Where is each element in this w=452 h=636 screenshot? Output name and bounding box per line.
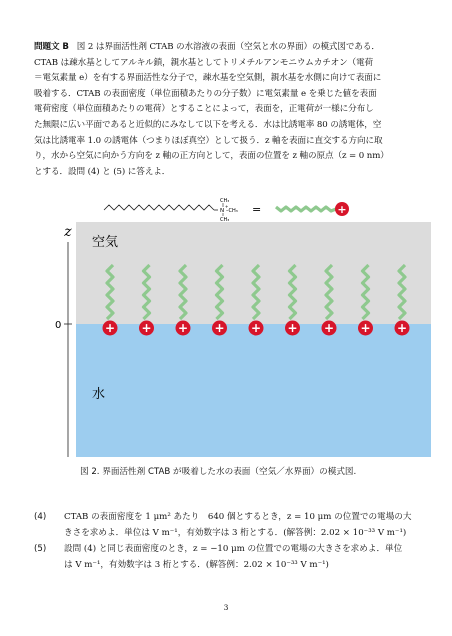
water-region (76, 324, 431, 457)
zero-label: 0 (55, 320, 62, 331)
question-number: (5) (34, 544, 47, 554)
positive-charge: + (214, 321, 225, 335)
air-label: 空気 (92, 235, 119, 250)
problem-line-text: 図 2 は界面活性剤 CTAB の水溶液の表面（空気と水の界面）の模式図である． (76, 42, 380, 52)
positive-charge: + (177, 321, 189, 335)
methyl-top: CH₃ (220, 198, 230, 204)
question-line: 設問 (4) と同じ表面密度のとき，z = −10 μm の位置での電場の大きさを求めよ．単位 (64, 544, 403, 554)
problem-line-8: り，水から空気に向かう方向を z 軸の正方向として，表面の位置を z 軸の原点（z = 0 nm） (34, 151, 389, 162)
question-5 (34, 542, 426, 573)
alkyl-chain (104, 205, 214, 210)
positive-charge: + (104, 321, 116, 335)
positive-charge: + (141, 321, 152, 335)
problem-line-3: ＝電気素量 e）を有する界面活性な分子で，疎水基を空気側，親水基を水側に向けて表面に (34, 73, 382, 84)
methyl-right: –CH₃ (226, 208, 238, 214)
problem-line-9: とする．設問 (4) と (5) に答えよ． (34, 166, 171, 177)
z-axis-label: z (64, 224, 72, 240)
cation-plus: + (337, 203, 347, 216)
question-line: CTAB の表面密度を 1 μm² あたり 640 個とするとき，z = 10 μm の位置での電場の大 (64, 512, 412, 522)
positive-charge: + (323, 321, 335, 335)
nitrogen-charge: + (225, 204, 229, 209)
positive-charge: + (287, 321, 298, 335)
interface-figure (0, 222, 452, 462)
question-number: (4) (34, 512, 47, 522)
positive-charge: + (250, 321, 262, 335)
problem-line-4: 吸着する．CTAB の表面密度（単位面積あたりの分子数）に電気素量 e を乗じた値を表面 (34, 88, 377, 99)
positive-charge: + (360, 321, 371, 335)
ctab-structure (0, 196, 452, 222)
figure-caption: 図 2. 界面活性剤 CTAB が吸着した水の表面（空気／水界面）の模式図. (80, 467, 357, 477)
problem-line-7: 気は比誘電率 1.0 の誘電体（つまりほぼ真空）として扱う．z 軸を表面に直交する方向に取 (34, 135, 383, 146)
question-4 (34, 510, 426, 541)
problem-line-5: 電荷密度（単位面積あたりの電荷）とすることによって，表面を，正電荷が一様に分布し (34, 104, 374, 115)
water-label: 水 (92, 387, 106, 402)
problem-line-2: CTAB は疎水基としてアルキル鎖，親水基としてトリメチルアンモニウムカチオン（電荷 (34, 57, 374, 68)
problem-text (34, 40, 420, 180)
question-line: きさを求めよ．単位は V m⁻¹，有効数字は 3 桁とする．(解答例：2.02 × 10⁻³³ V m⁻¹) (64, 527, 407, 538)
equals-sign: = (252, 203, 262, 216)
problem-heading: 問題文 B (34, 42, 69, 52)
nitrogen: N (220, 208, 225, 214)
problem-line-6: た無限に広い平面であると近似的にみなして以下を考える．水は比誘電率 80 の誘電体，空 (34, 119, 382, 130)
question-line: は V m⁻¹，有効数字は 3 桁とする．(解答例：2.02 × 10⁻³³ V m⁻¹) (64, 559, 329, 570)
problem-line-1 (34, 40, 420, 56)
page-number: 3 (223, 603, 229, 612)
positive-charge: + (396, 321, 408, 335)
hydrophobic-tail-icon (276, 207, 336, 211)
methyl-bottom: CH₃ (220, 217, 230, 222)
